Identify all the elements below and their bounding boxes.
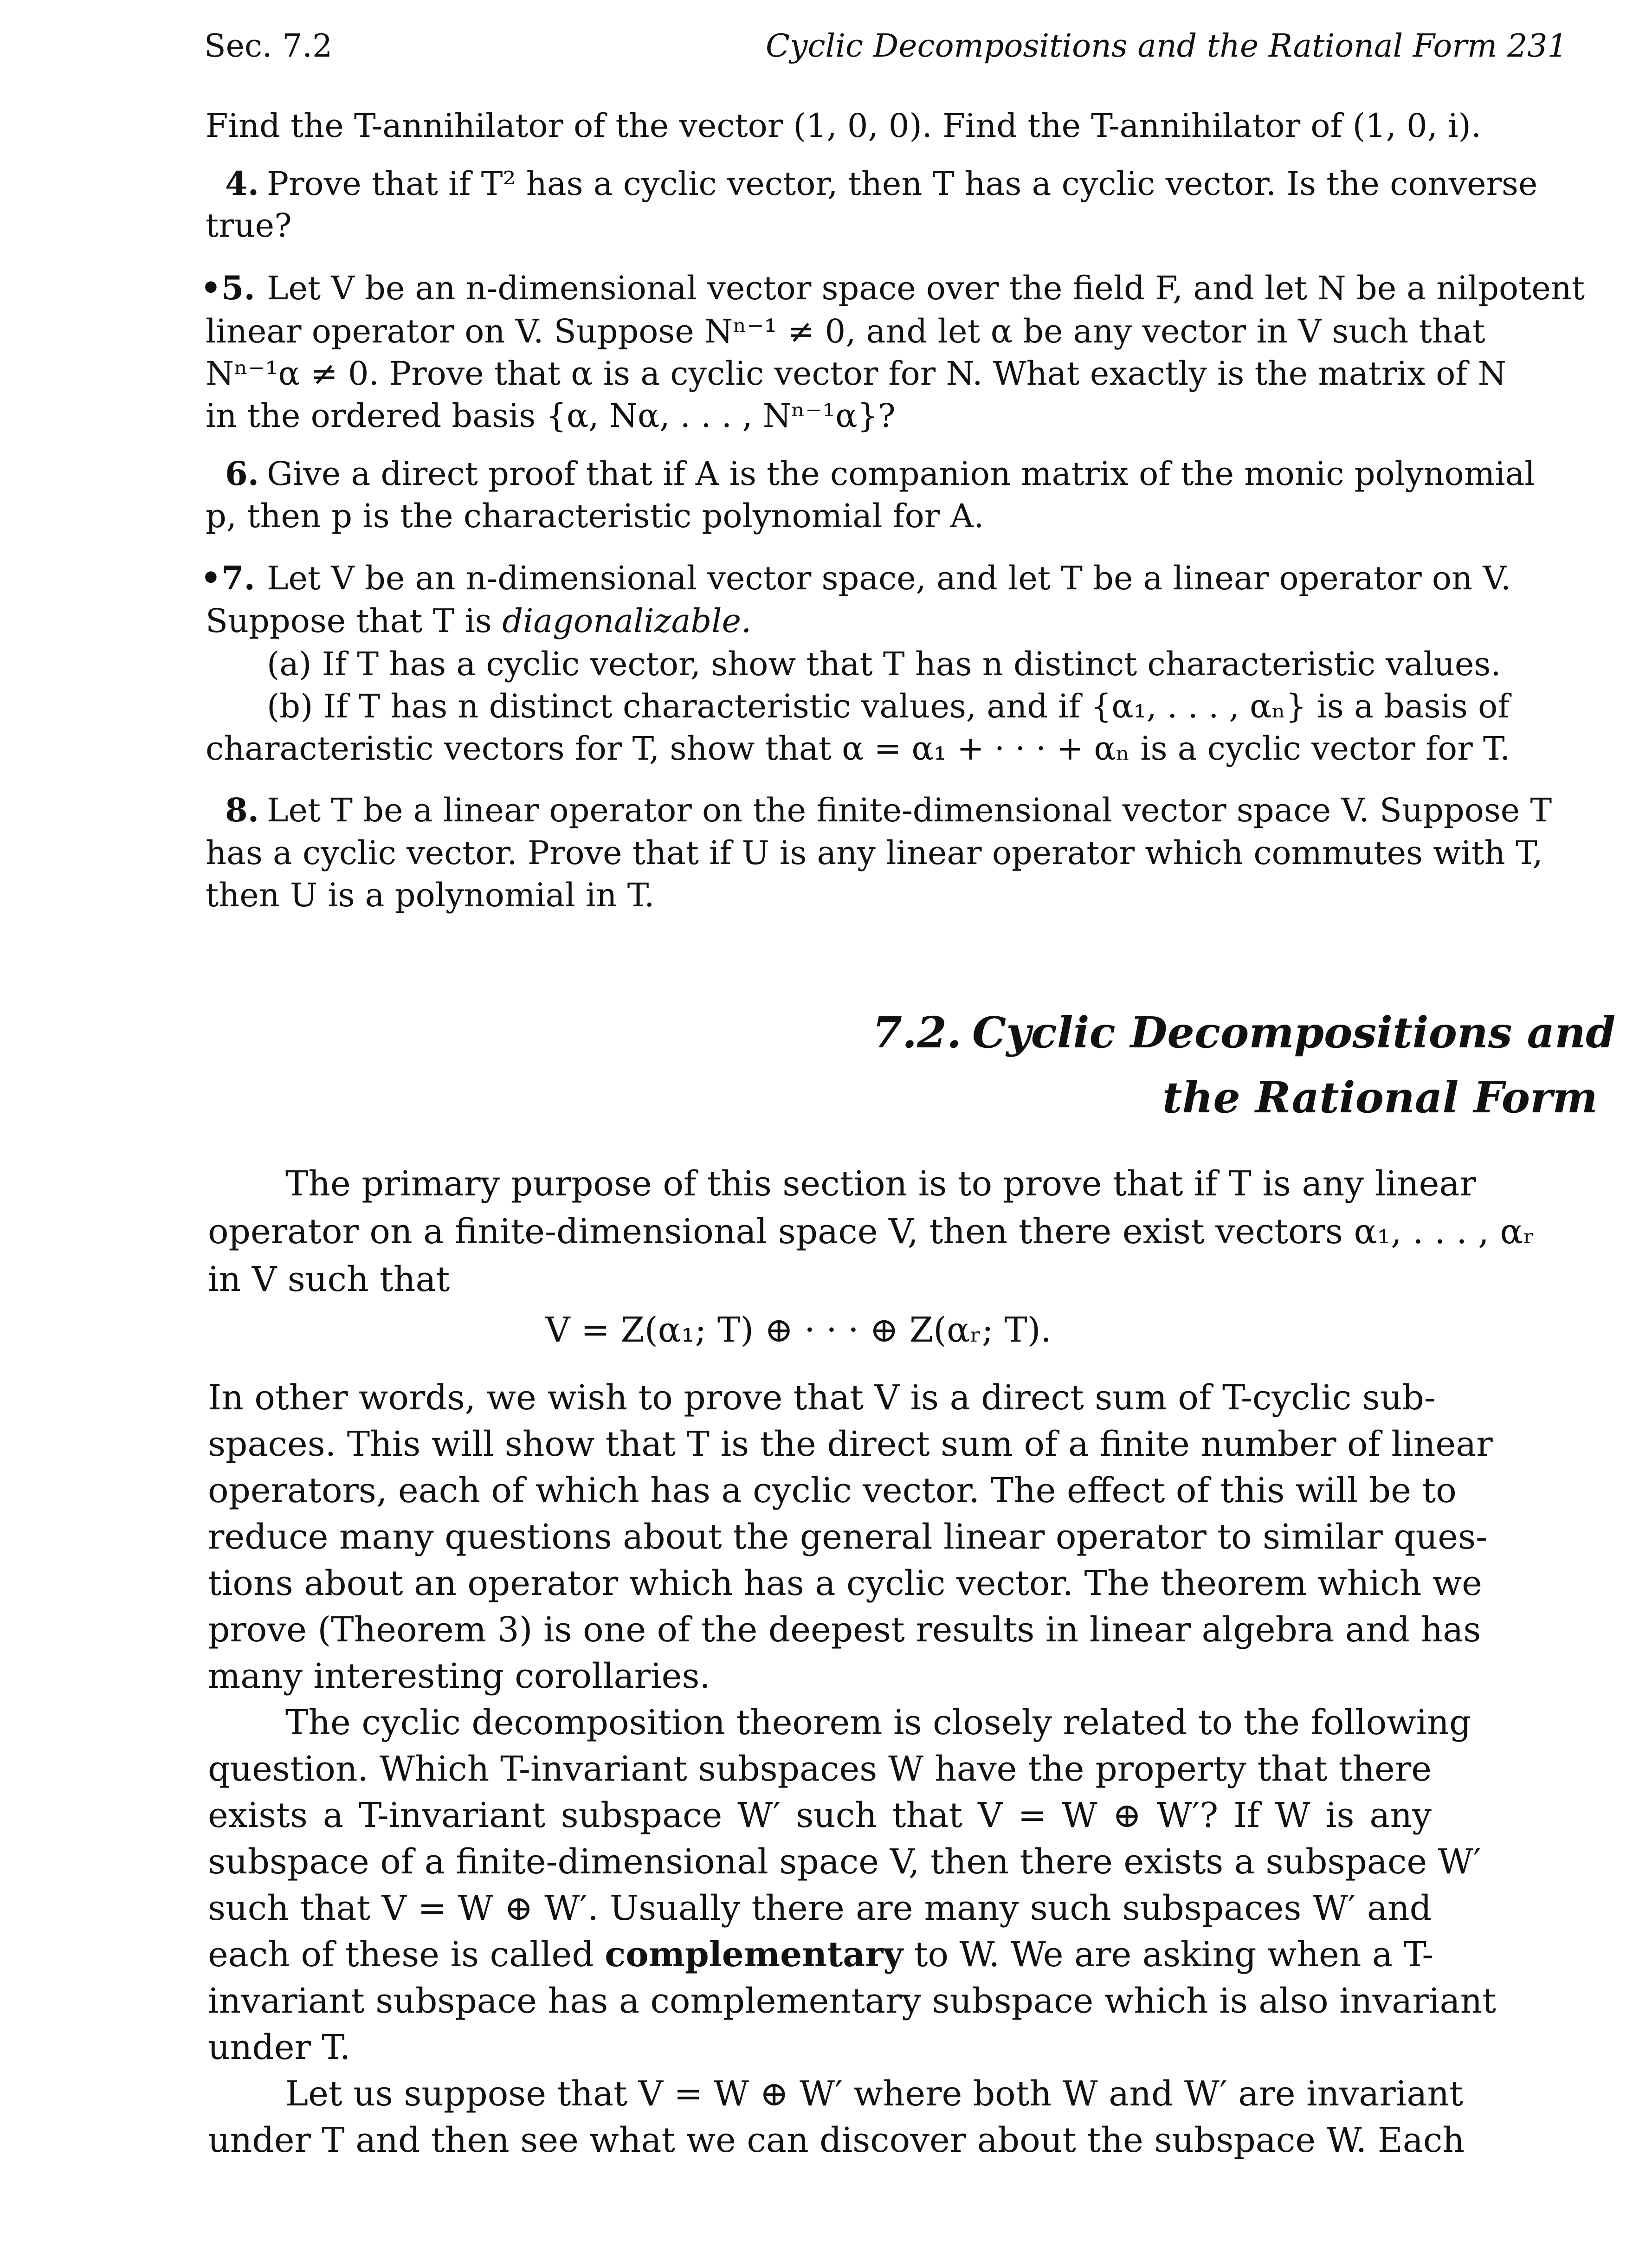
section-title-line-1: Cyclic Decompositions and: [972, 1007, 1616, 1058]
paragraph-4-line-2: under T and then see what we can discover about the subspace W. Each: [208, 2120, 1465, 2160]
exercise-5-line-4: in the ordered basis {α, Nα, . . . , Nⁿ⁻¹α}?: [206, 397, 896, 435]
paragraph-3-line-6: [208, 1933, 1433, 1976]
paragraph-3-line-4: subspace of a finite-dimensional space V, then there exists a subspace W′: [208, 1842, 1481, 1882]
exercise-7-line-2-text: Suppose that T is: [206, 602, 503, 640]
paragraph-3-line-5: such that V = W ⊕ W′. Usually there are many such subspaces W′ and: [208, 1888, 1432, 1928]
exercise-5-line-3: Nⁿ⁻¹α ≠ 0. Prove that α is a cyclic vector for N. What exactly is the matrix of N: [206, 355, 1506, 393]
exercise-number: 8.: [225, 791, 259, 829]
paragraph-3-line-1: The cyclic decomposition theorem is closely related to the following: [285, 1703, 1471, 1743]
exercise-5-line-1: Let V be an n-dimensional vector space over the field F, and let N be a nilpotent: [267, 269, 1585, 307]
exercise-8-line-1: Let T be a linear operator on the finite-dimensional vector space V. Suppose T: [267, 791, 1552, 829]
paragraph-3-line-3: exists a T-invariant subspace W′ such that V = W ⊕ W′? If W is any: [208, 1795, 1432, 1835]
header-section-label: Sec. 7.2: [204, 28, 333, 65]
paragraph-2-line-4: reduce many questions about the general linear operator to similar ques-: [208, 1517, 1488, 1557]
starred-exercise-bullet: •: [200, 559, 221, 597]
exercise-7-part-b-line-2: characteristic vectors for T, show that α = α₁ + · · · + αₙ is a cyclic vector for T.: [206, 729, 1510, 768]
exercise-6-line-2: p, then p is the characteristic polynomial for A.: [206, 497, 984, 535]
paragraph-1-line-1: The primary purpose of this section is to prove that if T is any linear: [285, 1164, 1476, 1204]
paragraph-2-line-3: operators, each of which has a cyclic vector. The effect of this will be to: [208, 1471, 1457, 1511]
header-page-number: 231: [1507, 28, 1568, 65]
section-title-line-2: the Rational Form: [1162, 1072, 1598, 1123]
exercise-number: 5.: [221, 269, 255, 307]
exercise-4-line-1: Prove that if T² has a cyclic vector, then T has a cyclic vector. Is the converse: [267, 165, 1538, 203]
paragraph-3-line-2: question. Which T-invariant subspaces W have the property that there: [208, 1749, 1432, 1789]
exercise-5-line-2: linear operator on V. Suppose Nⁿ⁻¹ ≠ 0, and let α be any vector in V such that: [206, 312, 1485, 350]
paragraph-2-line-6: prove (Theorem 3) is one of the deepest results in linear algebra and has: [208, 1610, 1481, 1650]
starred-exercise-bullet: •: [200, 269, 221, 307]
exercise-4-number: [225, 162, 259, 205]
exercise-8-line-3: then U is a polynomial in T.: [206, 876, 655, 914]
cyclic-decomposition-equation: V = Z(α₁; T) ⊕ · · · ⊕ Z(αᵣ; T).: [545, 1310, 1052, 1350]
paragraph-1-line-2: operator on a finite-dimensional space V, then there exist vectors α₁, . . . , αᵣ: [208, 1212, 1535, 1252]
exercise-7-line-1: Let V be an n-dimensional vector space, and let T be a linear operator on V.: [267, 559, 1511, 597]
paragraph-3-line-8: under T.: [208, 2027, 351, 2067]
exercise-number: 6.: [225, 454, 259, 493]
paragraph-3-line-7: invariant subspace has a complementary subspace which is also invariant: [208, 1981, 1496, 2021]
paragraph-3-line-6-start: each of these is called: [208, 1935, 605, 1975]
exercise-number: 4.: [225, 164, 259, 203]
diagonalizable-term: diagonalizable.: [502, 602, 752, 640]
exercise-8-line-2: has a cyclic vector. Prove that if U is any linear operator which commutes with T,: [206, 834, 1543, 872]
exercise-7-part-b-line-1: (b) If T has n distinct characteristic values, and if {α₁, . . . , αₙ} is a basis of: [267, 687, 1510, 725]
paragraph-2-line-7: many interesting corollaries.: [208, 1656, 710, 1696]
section-number: 7.2.: [872, 1007, 962, 1058]
exercise-6-number: [225, 452, 259, 495]
exercise-3-tail: Find the T-annihilator of the vector (1, 0, 0). Find the T-annihilator of (1, 0, i).: [206, 107, 1482, 145]
paragraph-2-line-5: tions about an operator which has a cyclic vector. The theorem which we: [208, 1563, 1482, 1603]
paragraph-1-line-3: in V such that: [208, 1259, 450, 1299]
exercise-7-marker: [200, 557, 255, 600]
paragraph-2-line-1: In other words, we wish to prove that V is a direct sum of T-cyclic sub-: [208, 1378, 1436, 1418]
paragraph-4-line-1: Let us suppose that V = W ⊕ W′ where both W and W′ are invariant: [285, 2074, 1463, 2114]
exercise-7-part-a: (a) If T has a cyclic vector, show that T has n distinct characteristic values.: [267, 645, 1501, 683]
exercise-8-number: [225, 789, 259, 832]
exercise-number: 7.: [221, 559, 255, 597]
exercise-4-line-2: true?: [206, 207, 292, 245]
complementary-term: complementary: [605, 1935, 903, 1975]
paragraph-2-line-2: spaces. This will show that T is the direct sum of a finite number of linear: [208, 1424, 1493, 1464]
header-running-title: Cyclic Decompositions and the Rational Form: [766, 28, 1497, 65]
exercise-7-line-2: [206, 600, 751, 642]
paragraph-3-line-6-end: to W. We are asking when a T-: [903, 1935, 1434, 1975]
exercise-5-marker: [200, 267, 255, 310]
exercise-6-line-1: Give a direct proof that if A is the companion matrix of the monic polynomial: [267, 455, 1535, 493]
